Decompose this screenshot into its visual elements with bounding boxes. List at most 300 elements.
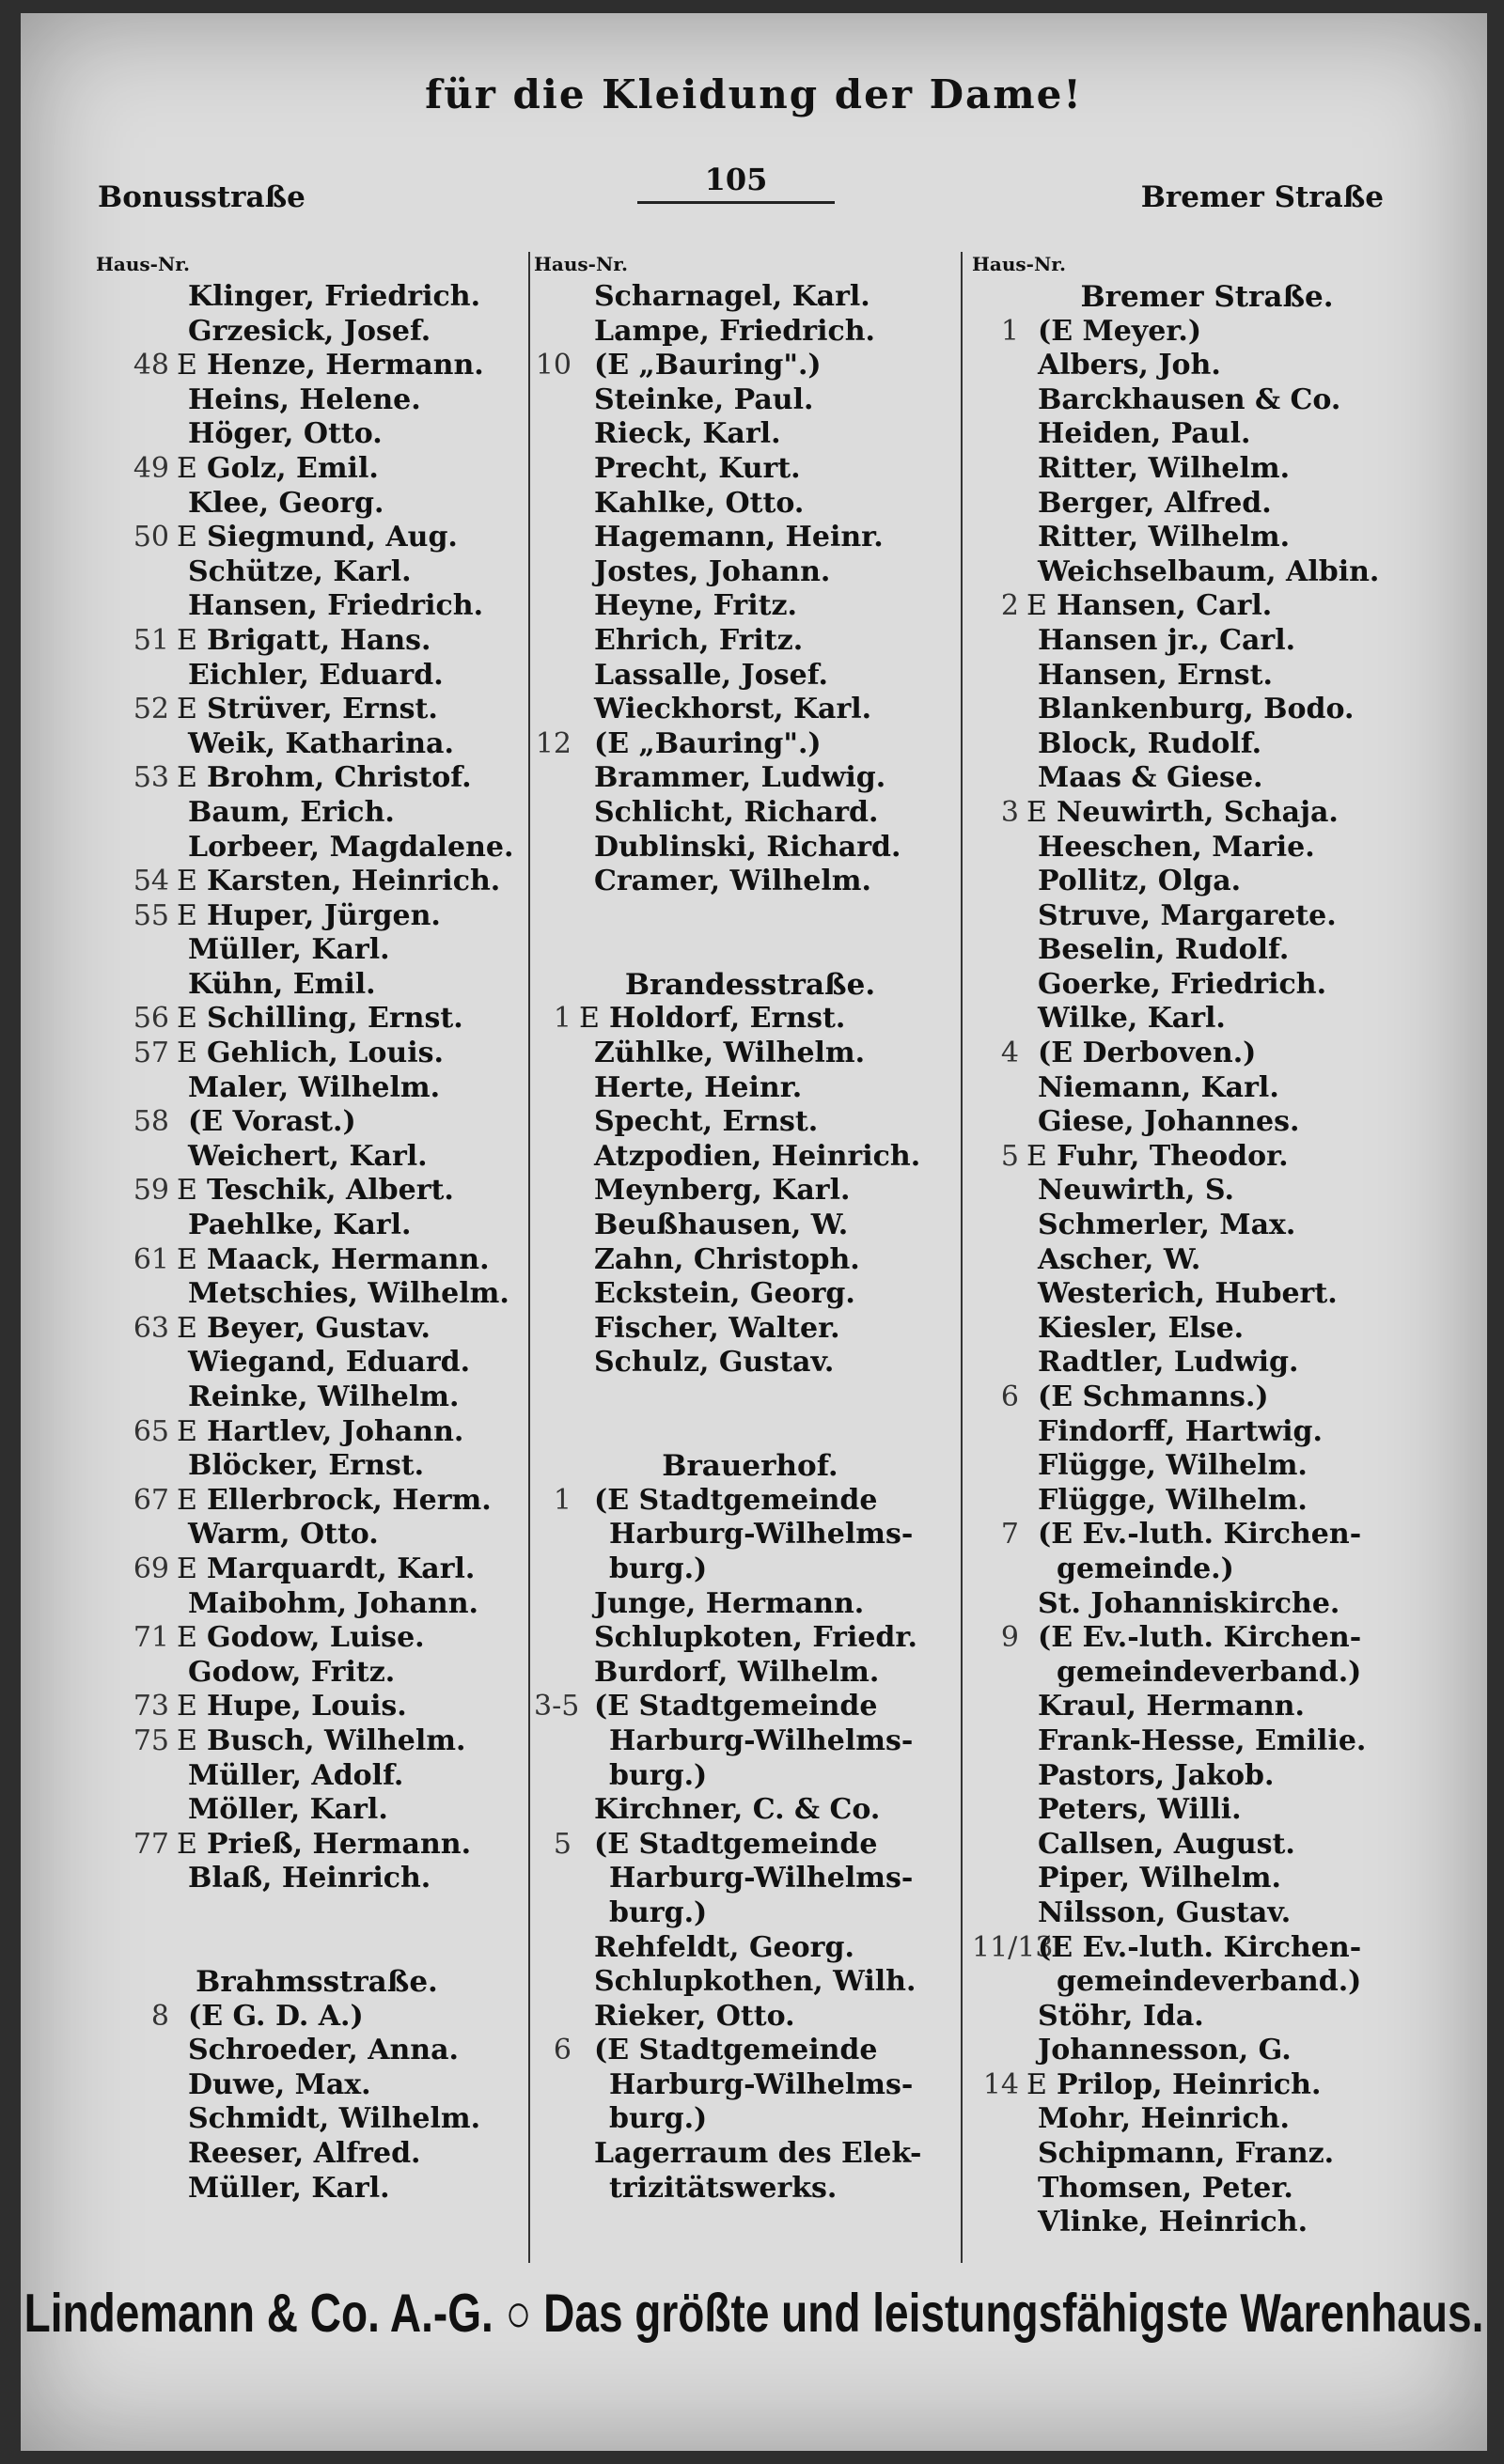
resident-name: Kraul, Hermann. [1038, 1690, 1305, 1723]
resident-name: Schulz, Gustav. [594, 1346, 835, 1380]
owner-marker: E [1026, 1139, 1047, 1173]
resident-name: Schütze, Karl. [188, 554, 412, 588]
resident-name: Pollitz, Olga. [1038, 865, 1242, 898]
owner-marker: E [579, 1002, 600, 1036]
owner-marker: E [177, 349, 197, 382]
resident-name: Huper, Jürgen. [207, 898, 441, 932]
resident-name: trizitätswerks. [609, 2171, 838, 2205]
resident-name: Hansen, Ernst. [1038, 658, 1273, 692]
directory-entry [972, 1965, 1442, 2000]
directory-entry [972, 1140, 1442, 1175]
resident-name: Giese, Johannes. [1038, 1105, 1300, 1139]
resident-name: Kiesler, Else. [1038, 1311, 1245, 1345]
resident-name: Zühlke, Wilhelm. [594, 1037, 866, 1070]
resident-name: Hupe, Louis. [207, 1690, 407, 1723]
resident-name: Flügge, Wilhelm. [1038, 1449, 1308, 1483]
resident-name: (E Stadtgemeinde [594, 2034, 878, 2067]
directory-entry [96, 933, 538, 968]
directory-entry [534, 383, 966, 418]
resident-name: Meynberg, Karl. [594, 1174, 851, 1208]
resident-name: Blöcker, Ernst. [188, 1449, 425, 1483]
resident-name: (E Ev.-luth. Kirchen- [1038, 1518, 1362, 1552]
directory-entry [534, 761, 966, 796]
directory-entry [534, 659, 966, 694]
resident-name: Beußhausen, W. [594, 1209, 849, 1242]
resident-name: Heiden, Paul. [1038, 417, 1251, 451]
directory-entry [96, 1277, 538, 1312]
spacer [534, 933, 966, 968]
house-number: 1 [1000, 314, 1019, 348]
directory-entry [96, 1552, 538, 1587]
directory-entry [534, 452, 966, 487]
directory-entry [534, 1140, 966, 1175]
directory-entry [972, 1277, 1442, 1312]
directory-entry [972, 1071, 1442, 1106]
resident-name: Rieker, Otto. [594, 1999, 795, 2033]
resident-name: Warm, Otto. [188, 1518, 379, 1552]
owner-marker: E [177, 1002, 197, 1036]
directory-entry [972, 624, 1442, 659]
resident-name: Kühn, Emil. [188, 967, 376, 1001]
directory-entry [534, 589, 966, 624]
house-number: 77 [133, 1827, 169, 1861]
directory-entry [534, 1277, 966, 1312]
resident-name: Prilop, Heinrich. [1057, 2067, 1322, 2101]
directory-entry [96, 899, 538, 934]
resident-name: Eckstein, Georg. [594, 1277, 855, 1311]
spacer [534, 1380, 966, 1415]
resident-name: Callsen, August. [1038, 1827, 1295, 1861]
street-heading: Brauerhof. [662, 1449, 838, 1484]
directory-entry [534, 2172, 966, 2207]
resident-name: Atzpodien, Heinrich. [594, 1139, 921, 1173]
directory-entry [972, 1449, 1442, 1484]
resident-name: (E Stadtgemeinde [594, 1690, 878, 1723]
column-2 [534, 248, 966, 2287]
directory-entry [972, 417, 1442, 452]
directory-entry [96, 1724, 538, 1759]
directory-entry [972, 383, 1442, 418]
owner-marker: E [177, 1311, 197, 1345]
directory-entry [972, 1862, 1442, 1896]
directory-entry [534, 1037, 966, 1071]
directory-entry [96, 1380, 538, 1415]
directory-entry [96, 417, 538, 452]
directory-entry [96, 1828, 538, 1863]
resident-name: Reinke, Wilhelm. [188, 1380, 460, 1413]
house-number: 5 [553, 1827, 572, 1861]
house-number: 1 [553, 1002, 572, 1036]
directory-entry [96, 1862, 538, 1896]
directory-entry [96, 1690, 538, 1724]
directory-entry [96, 2102, 538, 2137]
resident-name: Pastors, Jakob. [1038, 1758, 1275, 1792]
house-number: 67 [133, 1483, 169, 1517]
resident-name: burg.) [609, 1758, 708, 1792]
owner-marker: E [177, 1242, 197, 1276]
resident-name: Weichselbaum, Albin. [1038, 554, 1380, 588]
directory-entry [972, 865, 1442, 899]
resident-name: (E Stadtgemeinde [594, 1483, 878, 1517]
directory-entry [534, 1243, 966, 1278]
resident-name: Struve, Margarete. [1038, 898, 1337, 932]
resident-name: Müller, Karl. [188, 933, 390, 967]
resident-name: Weik, Katharina. [188, 726, 454, 760]
resident-name: Mohr, Heinrich. [1038, 2102, 1290, 2136]
resident-name: Maler, Wilhelm. [188, 1070, 441, 1104]
directory-entry [972, 1346, 1442, 1380]
directory-entry [534, 2068, 966, 2103]
owner-marker: E [177, 865, 197, 898]
resident-name: Weichert, Karl. [188, 1139, 428, 1173]
resident-name: (E „Bauring".) [594, 726, 822, 760]
resident-name: Frank-Hesse, Emilie. [1038, 1723, 1367, 1757]
resident-name: Siegmund, Aug. [207, 521, 458, 554]
directory-entry [96, 1037, 538, 1071]
directory-entry [972, 1793, 1442, 1828]
resident-name: Schmerler, Max. [1038, 1209, 1296, 1242]
directory-entry [534, 1552, 966, 1587]
directory-entry [534, 487, 966, 522]
house-number: 65 [133, 1414, 169, 1448]
directory-entry [972, 487, 1442, 522]
directory-entry [534, 315, 966, 350]
resident-name: Specht, Ernst. [594, 1105, 819, 1139]
directory-entry [96, 2172, 538, 2207]
resident-name: Maack, Hermann. [207, 1242, 490, 1276]
resident-name: Holdorf, Ernst. [609, 1002, 846, 1036]
directory-entry [534, 624, 966, 659]
resident-name: Lampe, Friedrich. [594, 314, 875, 348]
directory-entry [96, 1243, 538, 1278]
spacer [534, 1415, 966, 1450]
directory-entry [972, 796, 1442, 831]
directory-entry [96, 1312, 538, 1347]
resident-name: Teschik, Albert. [207, 1174, 454, 1208]
directory-entry [972, 693, 1442, 727]
resident-name: burg.) [609, 2102, 708, 2136]
resident-name: gemeinde.) [1057, 1552, 1234, 1585]
resident-name: Block, Rudolf. [1038, 726, 1262, 760]
house-number: 11/13 [972, 1930, 1054, 1964]
directory-entry [972, 2102, 1442, 2137]
resident-name: Maas & Giese. [1038, 761, 1263, 795]
directory-entry [534, 280, 966, 315]
directory-entry [96, 831, 538, 866]
directory-entry [972, 1828, 1442, 1863]
directory-entry [972, 1312, 1442, 1347]
resident-name: Lagerraum des Elek- [594, 2137, 922, 2171]
house-number: 59 [133, 1174, 169, 1208]
resident-name: Maibohm, Johann. [188, 1586, 478, 1620]
resident-name: Ascher, W. [1038, 1242, 1201, 1276]
directory-entry [534, 693, 966, 727]
resident-name: Reeser, Alfred. [188, 2137, 421, 2171]
resident-name: Heyne, Fritz. [594, 589, 797, 623]
directory-entry [972, 1552, 1442, 1587]
house-number: 54 [133, 865, 169, 898]
directory-entry [96, 1484, 538, 1519]
resident-name: Zahn, Christoph. [594, 1242, 860, 1276]
directory-entry [96, 521, 538, 555]
directory-entry [534, 1931, 966, 1966]
directory-entry [96, 1346, 538, 1380]
house-number: 57 [133, 1037, 169, 1070]
directory-entry [534, 1209, 966, 1243]
resident-name: Godow, Luise. [207, 1621, 425, 1655]
resident-name: gemeindeverband.) [1057, 1655, 1362, 1689]
resident-name: Blankenburg, Bodo. [1038, 693, 1355, 726]
resident-name: (E Ev.-luth. Kirchen- [1038, 1621, 1362, 1655]
resident-name: Vlinke, Heinrich. [1038, 2206, 1308, 2239]
directory-entry [972, 933, 1442, 968]
directory-entry [972, 2000, 1442, 2035]
directory-entry [96, 589, 538, 624]
directory-entry [972, 1105, 1442, 1140]
resident-name: (E Stadtgemeinde [594, 1827, 878, 1861]
house-number: 69 [133, 1552, 169, 1585]
resident-name: Junge, Hermann. [594, 1586, 865, 1620]
resident-name: Cramer, Wilhelm. [594, 865, 871, 898]
resident-name: Piper, Wilhelm. [1038, 1862, 1281, 1895]
resident-name: (E Schmanns.) [1038, 1380, 1269, 1413]
directory-entry [96, 1105, 538, 1140]
owner-marker: E [177, 693, 197, 726]
resident-name: Hansen, Friedrich. [188, 589, 484, 623]
resident-name: (E Ev.-luth. Kirchen- [1038, 1930, 1362, 1964]
directory-entry [534, 1346, 966, 1380]
house-number: 51 [133, 623, 169, 657]
owner-marker: E [177, 1414, 197, 1448]
resident-name: Klee, Georg. [188, 486, 384, 520]
resident-name: Heins, Helene. [188, 382, 421, 416]
resident-name: Schroeder, Anna. [188, 2034, 460, 2067]
resident-name: Karsten, Heinrich. [207, 865, 501, 898]
directory-entry [96, 1587, 538, 1622]
resident-name: Flügge, Wilhelm. [1038, 1483, 1308, 1517]
directory-entry [534, 1965, 966, 2000]
directory-entry [96, 1140, 538, 1175]
directory-entry [96, 555, 538, 590]
street-heading: Brahmsstraße. [196, 1965, 438, 2000]
header-right-street: Bremer Straße [1140, 180, 1384, 214]
directory-entry [96, 2068, 538, 2103]
resident-name: Harburg-Wilhelms- [609, 1518, 914, 1552]
house-number: 9 [1000, 1621, 1019, 1655]
directory-entry [96, 624, 538, 659]
directory-entry [534, 2137, 966, 2172]
directory-entry [972, 727, 1442, 762]
resident-name: Fischer, Walter. [594, 1311, 840, 1345]
resident-name: Nilsson, Gustav. [1038, 1895, 1292, 1929]
directory-entry [972, 2172, 1442, 2207]
directory-entry [534, 1312, 966, 1347]
directory-entry [972, 968, 1442, 1003]
resident-name: Müller, Adolf. [188, 1758, 404, 1792]
owner-marker: E [177, 521, 197, 554]
resident-name: Grzesick, Josef. [188, 314, 431, 348]
house-number: 75 [133, 1723, 169, 1757]
resident-name: Ehrich, Fritz. [594, 623, 804, 657]
directory-entry [972, 2206, 1442, 2240]
directory-entry [972, 831, 1442, 866]
directory-entry [96, 865, 538, 899]
owner-marker: E [177, 451, 197, 485]
resident-name: Ritter, Wilhelm. [1038, 451, 1291, 485]
resident-name: Steinke, Paul. [594, 382, 814, 416]
directory-entry [534, 727, 966, 762]
directory-entry [972, 555, 1442, 590]
directory-entry [972, 1209, 1442, 1243]
resident-name: Peters, Willi. [1038, 1793, 1242, 1827]
top-advertisement: für die Kleidung der Dame! [425, 71, 1083, 117]
directory-entry [96, 1621, 538, 1656]
resident-name: Barckhausen & Co. [1038, 382, 1341, 416]
resident-name: (E Vorast.) [188, 1105, 356, 1139]
directory-entry [972, 1415, 1442, 1450]
directory-entry [96, 1174, 538, 1209]
directory-entry [972, 1656, 1442, 1691]
directory-entry [534, 521, 966, 555]
directory-entry [972, 2068, 1442, 2103]
owner-marker: E [177, 1483, 197, 1517]
resident-name: Fuhr, Theodor. [1057, 1139, 1289, 1173]
house-number: 53 [133, 761, 169, 795]
directory-entry [96, 280, 538, 315]
directory-entry [972, 1174, 1442, 1209]
house-number: 50 [133, 521, 169, 554]
resident-name: Neuwirth, Schaja. [1057, 795, 1339, 829]
house-number: 6 [553, 2034, 572, 2067]
resident-name: Hansen jr., Carl. [1038, 623, 1296, 657]
column-header: Haus-Nr. [534, 253, 628, 275]
directory-entry [534, 865, 966, 899]
directory-entry [534, 349, 966, 383]
resident-name: Gehlich, Louis. [207, 1037, 444, 1070]
resident-name: Eichler, Eduard. [188, 658, 444, 692]
directory-entry [96, 761, 538, 796]
resident-name: Hartlev, Johann. [207, 1414, 464, 1448]
house-number: 5 [1000, 1139, 1019, 1173]
spacer [96, 1896, 538, 1931]
house-number: 61 [133, 1242, 169, 1276]
resident-name: Brigatt, Hans. [207, 623, 431, 657]
resident-name: St. Johanniskirche. [1038, 1586, 1340, 1620]
resident-name: Marquardt, Karl. [207, 1552, 476, 1585]
owner-marker: E [177, 1690, 197, 1723]
resident-name: Rieck, Karl. [594, 417, 781, 451]
directory-entry [972, 315, 1442, 350]
owner-marker: E [177, 1552, 197, 1585]
owner-marker: E [177, 1037, 197, 1070]
resident-name: Baum, Erich. [188, 795, 395, 829]
resident-name: Thomsen, Peter. [1038, 2171, 1293, 2205]
resident-name: Henze, Hermann. [207, 349, 484, 382]
directory-entry [972, 1724, 1442, 1759]
resident-name: Brammer, Ludwig. [594, 761, 886, 795]
directory-entry [534, 1174, 966, 1209]
column-3 [972, 248, 1442, 2287]
directory-entry [534, 1862, 966, 1896]
resident-name: Ritter, Wilhelm. [1038, 521, 1291, 554]
directory-entry [534, 1759, 966, 1794]
house-number: 71 [133, 1621, 169, 1655]
directory-entry [534, 831, 966, 866]
resident-name: Kirchner, C. & Co. [594, 1793, 881, 1827]
directory-entry [534, 1587, 966, 1622]
resident-name: Beyer, Gustav. [207, 1311, 431, 1345]
house-number: 52 [133, 693, 169, 726]
owner-marker: E [177, 761, 197, 795]
house-number: 55 [133, 898, 169, 932]
house-number: 58 [133, 1105, 169, 1139]
directory-entry [972, 899, 1442, 934]
directory-entry [972, 2137, 1442, 2172]
directory-entry [534, 1690, 966, 1724]
column-1 [96, 248, 538, 2287]
resident-name: Metschies, Wilhelm. [188, 1277, 509, 1311]
directory-entry [96, 2000, 538, 2035]
bottom-advertisement: Lindemann & Co. A.-G. ○ Das größte und leistungsfähigste Warenhaus. [24, 2282, 1484, 2344]
directory-entry [972, 1896, 1442, 1931]
house-number: 12 [535, 726, 572, 760]
resident-name: Harburg-Wilhelms- [609, 2067, 914, 2101]
spacer [96, 1931, 538, 1966]
house-number: 56 [133, 1002, 169, 1036]
directory-entry [534, 1656, 966, 1691]
directory-entry [96, 2034, 538, 2068]
resident-name: Hagemann, Heinr. [594, 521, 884, 554]
resident-name: Niemann, Karl. [1038, 1070, 1279, 1104]
directory-entry [534, 1896, 966, 1931]
directory-entry [96, 1656, 538, 1691]
directory-entry [96, 1415, 538, 1450]
resident-name: Rehfeldt, Georg. [594, 1930, 854, 1964]
directory-entry [96, 659, 538, 694]
house-number: 63 [133, 1311, 169, 1345]
resident-name: Möller, Karl. [188, 1793, 388, 1827]
resident-name: Schlicht, Richard. [594, 795, 879, 829]
directory-entry [972, 521, 1442, 555]
owner-marker: E [177, 1621, 197, 1655]
house-number: 49 [133, 451, 169, 485]
resident-name: Brohm, Christof. [207, 761, 472, 795]
house-number: 3-5 [534, 1690, 580, 1723]
resident-name: Westerich, Hubert. [1038, 1277, 1338, 1311]
resident-name: Scharnagel, Karl. [594, 280, 870, 313]
page-number: 105 [637, 162, 835, 204]
owner-marker: E [1026, 589, 1047, 623]
resident-name: Wiegand, Eduard. [188, 1346, 471, 1380]
directory-entry [534, 1484, 966, 1519]
directory-entry [96, 1449, 538, 1484]
resident-name: Golz, Emil. [207, 451, 379, 485]
directory-entry [96, 2137, 538, 2172]
resident-name: Beselin, Rudolf. [1038, 933, 1290, 967]
owner-marker: E [177, 623, 197, 657]
directory-entry [972, 1380, 1442, 1415]
directory-entry [972, 1690, 1442, 1724]
directory-entry [972, 452, 1442, 487]
resident-name: Schilling, Ernst. [207, 1002, 463, 1036]
directory-entry [534, 1002, 966, 1037]
directory-entry [96, 452, 538, 487]
resident-name: Herte, Heinr. [594, 1070, 803, 1104]
house-number: 14 [982, 2067, 1019, 2101]
resident-name: Stöhr, Ida. [1038, 1999, 1204, 2033]
house-number: 1 [553, 1483, 572, 1517]
directory-entry [534, 2000, 966, 2035]
